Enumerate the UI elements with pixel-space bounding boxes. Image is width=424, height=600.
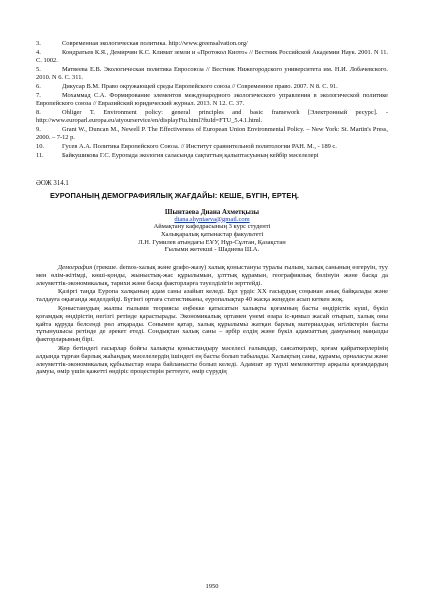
reference-text: Дикусар В.М. Право окружающей среды Европейского союза // Современное право. 2007. N 8. С. 91. [62, 82, 338, 90]
reference-item [36, 49, 388, 65]
paragraph-text: Қазіргі таңда Еуропа халқының адам саны азайып келеді. Бұл үрдіс XX ғасырдың соңынан анық байқалады және талдауға оқығанда жеделдейді. Бүгінгі ортаға статистиканы, еуропалықтар 40 жасқа жеңеден асып кеткен жоқ. [36, 288, 388, 304]
reference-number: 8. [36, 108, 41, 116]
paragraph-text: (грекше. demos-халық және graфо-жазу) халық қоныстануы туралы ғылым, халық санының өзгеруін, туу мен өлім-жітімді, көші-қонды, жыныстық-жас құрылымын, ұлттық құрамын, географиялық бөлінуін және басқа да әлеуметтік-экономикалық, тарихи және басқа факторларға тәуелділігін зерттейді. [36, 264, 388, 287]
reference-number: 7. [36, 91, 41, 99]
paragraph-lead-term: Демография [58, 264, 93, 272]
body-paragraph [36, 305, 388, 344]
body-paragraph [36, 288, 388, 304]
reference-text: Ohliger T. Environment policy: general principles and basic framework [Электронный ресурс]. - http://www.europarl.europa.eu/atyourservice/en/displayFtu.html?ftuId=FTU_5.4.1.html. [36, 108, 388, 124]
reference-text: Байкушикова Г.С. Еуропада экология саласында сақтаттың қалыптасуының кейбір мәселелері [62, 151, 319, 159]
reference-item [36, 40, 388, 48]
reference-number: 5. [36, 65, 41, 73]
reference-list [36, 40, 388, 160]
udc-code: ӘОЖ 314.1 [36, 179, 69, 187]
affiliation-line: Ғылыми жетекші - Шадиева Ш.А. [164, 246, 260, 254]
document-page [36, 40, 388, 376]
author-email-link[interactable]: diana.shyntaeva@gmail.com [174, 215, 250, 223]
reference-item [36, 92, 388, 108]
reference-number: 3. [36, 40, 41, 47]
reference-number: 9. [36, 125, 41, 133]
body-paragraph [36, 264, 388, 287]
reference-text: Современная экологическая политика. http://www.greensalvation.org/ [62, 40, 248, 47]
author-name: Шынтаева Диана Ахметқызы [164, 208, 260, 216]
paragraph-text: Қоныстанудың жалпы ғылыми теориясы еңбекке қатысатын халықты қоғамның басты өндірістік күші, бүкіл қоғамдық өндірістің негізгі ретінде қарастырады. Экономикалық ортамен үнемі өзара іс-қимыл жасай отырып, халық оны қайта құруда белсенді рөл атқарады. Сонымен қатар, халық құрылымы жатқан барлық материалдық игіліктерін басты тұтынушысы ретінде де әрекет етеді. Сондықтан халық саны – әрбір елдің және бүкіл адамзаттың дамуының маңызды факторларының бірі. [36, 305, 388, 344]
affiliation-line: Аймақтану кафедрасының 3 курс студенті [153, 223, 271, 231]
reference-number: 11. [36, 151, 44, 159]
reference-text: Grant W., Duncan M., Newell P. The Effectiveness of European Union Environmental Policy. – New York: St. Martin's Press, 2000. – 7-12 p. [36, 125, 388, 141]
reference-item [36, 109, 388, 125]
page-number: 1950 [205, 583, 219, 590]
reference-text: Мохаммад С.А. Формирование элементов международного экологического управления в экологической политике Европейского союза // Евразийский юридический журнал. 2013. N 12. С. 37. [36, 91, 388, 107]
reference-item [36, 152, 388, 160]
reference-number: 10. [36, 142, 44, 150]
reference-item [36, 126, 388, 142]
article-title: ЕУРОПАНЫҢ ДЕМОГРАФИЯЛЫҚ ЖАҒДАЙЫ: КЕШЕ, БҮГІН, ЕРТЕҢ. [50, 190, 300, 200]
reference-item [36, 83, 388, 91]
affiliation-line: Л.Н. Гумилев атындағы ЕҰУ, Нұр-Сұлтан, Қазақстан [138, 238, 286, 246]
affiliation-line: Халықаралық қатынастар факультеті [160, 230, 264, 238]
email-line [36, 216, 388, 224]
reference-number: 4. [36, 49, 41, 57]
reference-item [36, 143, 388, 151]
reference-item [36, 66, 388, 82]
reference-number: 6. [36, 82, 41, 90]
body-paragraph [36, 345, 388, 376]
reference-text: Матвеева Е.В. Экологическая политика Евросоюза // Вестник Нижегородского университета им. Н.И. Лобачевского. 2010. N 6. С. 311. [36, 65, 388, 81]
paragraph-text: Жер бетіндегі ғасырлар бойғы халықты қоныстандыру мәселесі ғалымдар, саясаткерлер, қоғам қайраткерлерінің алдында тұрған барлық жаһандық мәселелердің ішіндегі ең басты болып табылады. Халықтың саны, құрамы, орналасуы және әлеуметтік-экономикалық құбылыстар өзара байланысты болып келеді. Адамзат әр түрлі мемлекеттер арқылы қоғамдардың дамуы, өмір үшін қажетті өндіріс процестерін реттеуге, өмір сүрудің [36, 345, 388, 376]
reference-text: Гусев А.А. Политика Европейского Союза. // Институт сравнительной политологии РАН. М., - 189 с. [62, 142, 337, 150]
reference-text: Кондратьев К.Я., Демирчян К.С. Климат земли и «Протокол Киото» // Вестник Российской Академии Наук. 2001. N 11. С. 1002. [36, 49, 388, 64]
